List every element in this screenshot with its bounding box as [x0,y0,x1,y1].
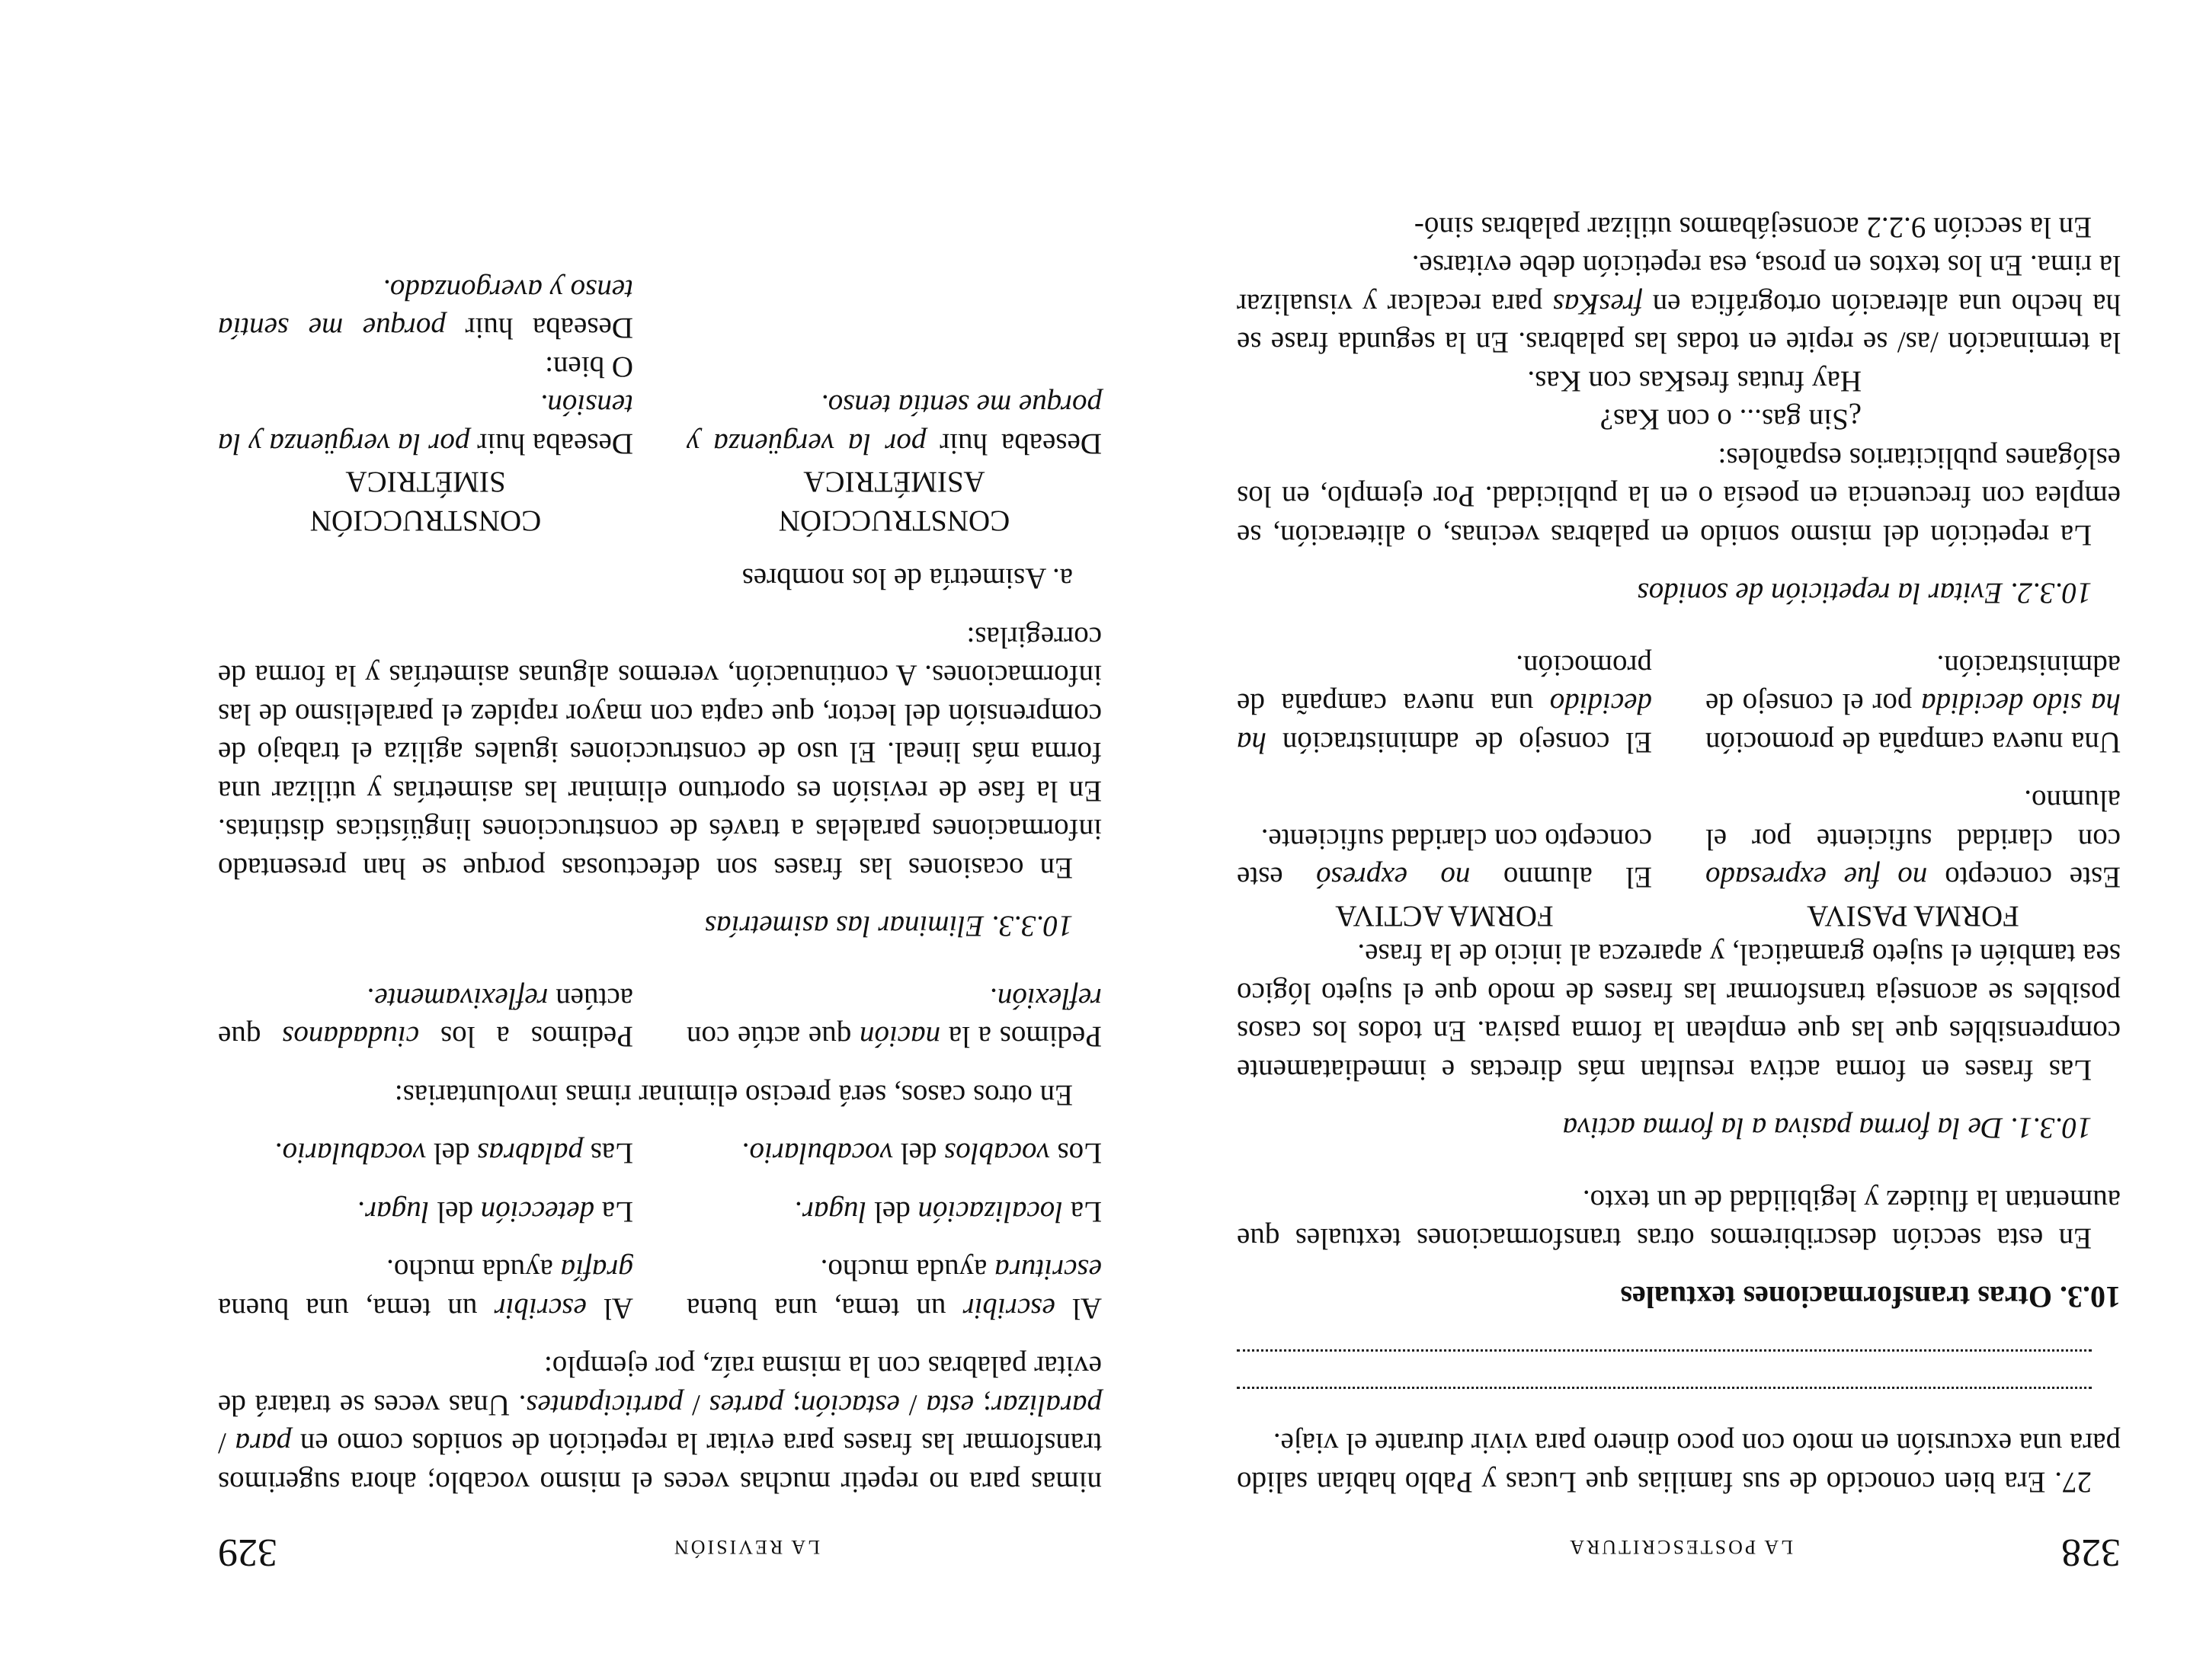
column-header: CONSTRUCCIÓN SIMÉTRICA [309,466,542,537]
paragraph: La repetición del mismo sonido en palabras vecinas, o aliteración, se emplea con frecuencia en poesía o en la publicidad. Por ejemplo, en los eslóganes publicitarios españoles: [1237,442,2121,552]
exercise-27: 27. Era bien conocido de sus familias que Lucas y Pablo habían salido para una excursión en moto con poco dinero para vivir durante el viaje. [1237,1427,2121,1499]
column-header: FORMA ACTIVA [1335,900,1554,933]
page-body [1237,208,2121,1502]
passive-example: Este concepto no fue expresado con claridad suficiente por el alumno. [1705,784,2121,894]
table-header [218,462,1102,539]
revised-example: Pedimos a los ciudadanos que actúen reflexivamente. [218,982,633,1054]
example-row [218,1134,1102,1173]
paragraph: En otros casos, será preciso eliminar rimas involuntarias: [394,1079,1073,1112]
answer-line [1237,1349,2092,1387]
page-329 [35,0,1102,1680]
paragraph: En ocasiones las frases son defectuosas porque se han presentado informaciones paralelas a través de construcciones lingüísticas distintas. En la fase de revisión es oportuno eliminar las asimetrías y utilizar una forma más lineal. El uso de construcciones iguales agiliza el trabajo de comprensión del lector, que capta con mayor rapidez el paralelismo de las informaciones. A continuación, veremos algunas asimetrías y la forma de corregirlas: [218,621,1102,885]
paragraph: nimas para no repetir muchas veces el mismo vocablo; ahora sugerimos transformar las frases para evitar la repetición de sonidos como en para / paralizar; esta / estación; partes / participantes. Unas veces se tratará de evitar palabras con la misma raíz, por ejemplo: [217,1350,1102,1499]
page-number: 329 [218,1531,277,1574]
symmetric-example: Deseaba huir por la vergüenza y la tensión. O bien: Deseaba huir porque me sentía tenso y avergonzado. [217,274,633,460]
active-example: El alumno no expresó este concepto con claridad suficiente. [1237,823,1652,894]
running-head [1237,1520,2121,1574]
section-title: 10.3. Otras transformaciones textuales [1620,1280,2121,1314]
original-example: Pedimos a la nación que actúe con reflexión. [687,982,1102,1054]
subsection-title: 10.3.3. Eliminar las asimetrías [704,910,1073,943]
answer-line [1237,1387,2092,1424]
or-label: O bien: [545,350,633,383]
paragraph: En la sección 9.2.2 aconsejábamos utilizar palabras sinó- [1414,211,2092,244]
revised-example: Al escribir un tema, una buena grafía ayuda mucho. [218,1253,633,1325]
original-example: Al escribir un tema, una buena escritura ayuda mucho. [687,1253,1102,1325]
running-head-title: LA POSTESCRITURA [1567,1536,1793,1558]
column-header: CONSTRUCCIÓN ASIMÉTRICA [778,466,1010,537]
original-example: Los vocablos del vocabulario. [741,1137,1102,1170]
page-number: 328 [2061,1531,2121,1574]
paragraph: la terminación /as/ se repite en todas las palabras. En la segunda frase se ha hecho una alteración ortográfica en fresKas para recalcar y visualizar la rima. En los textos en prosa, esa repetición debe evitarse. [1237,249,2121,360]
passive-example: Una nueva campaña de promoción ha sido decidida por el consejo de administración. [1705,649,2121,759]
example-row [218,270,1102,463]
asymmetric-example: Deseaba huir por la vergüenza y porque me sentía tenso. [686,389,1102,460]
active-example: El consejo de administración ha decidido una nueva campaña de promoción. [1237,649,1652,759]
example-row [1237,781,2121,897]
revised-example: La detección del lugar. [357,1195,633,1228]
running-head-title: LA REVISIÓN [671,1536,820,1558]
example-row [1237,646,2121,762]
table-header [1237,897,2121,936]
slogan: ¿Sin gas... o con Kas? [1599,403,1862,437]
original-example: La localización del lugar. [795,1195,1102,1228]
page-body [218,270,1102,1502]
revised-example: Las palabras del vocabulario. [274,1137,633,1170]
subsection-title: 10.3.1. De la forma pasiva a la forma activa [1562,1112,2092,1145]
example-row [218,1250,1102,1327]
section-intro: En esta sección describiremos otras transformaciones textuales que aumentan la fluidez y legibilidad de un texto. [1237,1184,2121,1256]
slogan: Hay frutas fresKas con Kas. [1527,365,1862,398]
sub-heading: a. Asimetría de los nombres [741,562,1073,596]
column-header: FORMA PASIVA [1807,900,2019,933]
running-head [218,1520,1102,1574]
subsection-title: 10.3.2. Evitar la repetición de sonidos [1637,577,2092,610]
example-row [218,979,1102,1056]
example-row [218,1192,1102,1231]
paragraph: Las frases en forma activa resultan más directas e inmediatamente comprensibles que las que emplean la forma pasiva. En todos los casos posibles se aconseja transformar las frases de modo que el sujeto lógico sea también el sujeto gramatical, y aparezca al inicio de la frase. [1237,938,2121,1086]
page-328 [1054,0,2121,1680]
